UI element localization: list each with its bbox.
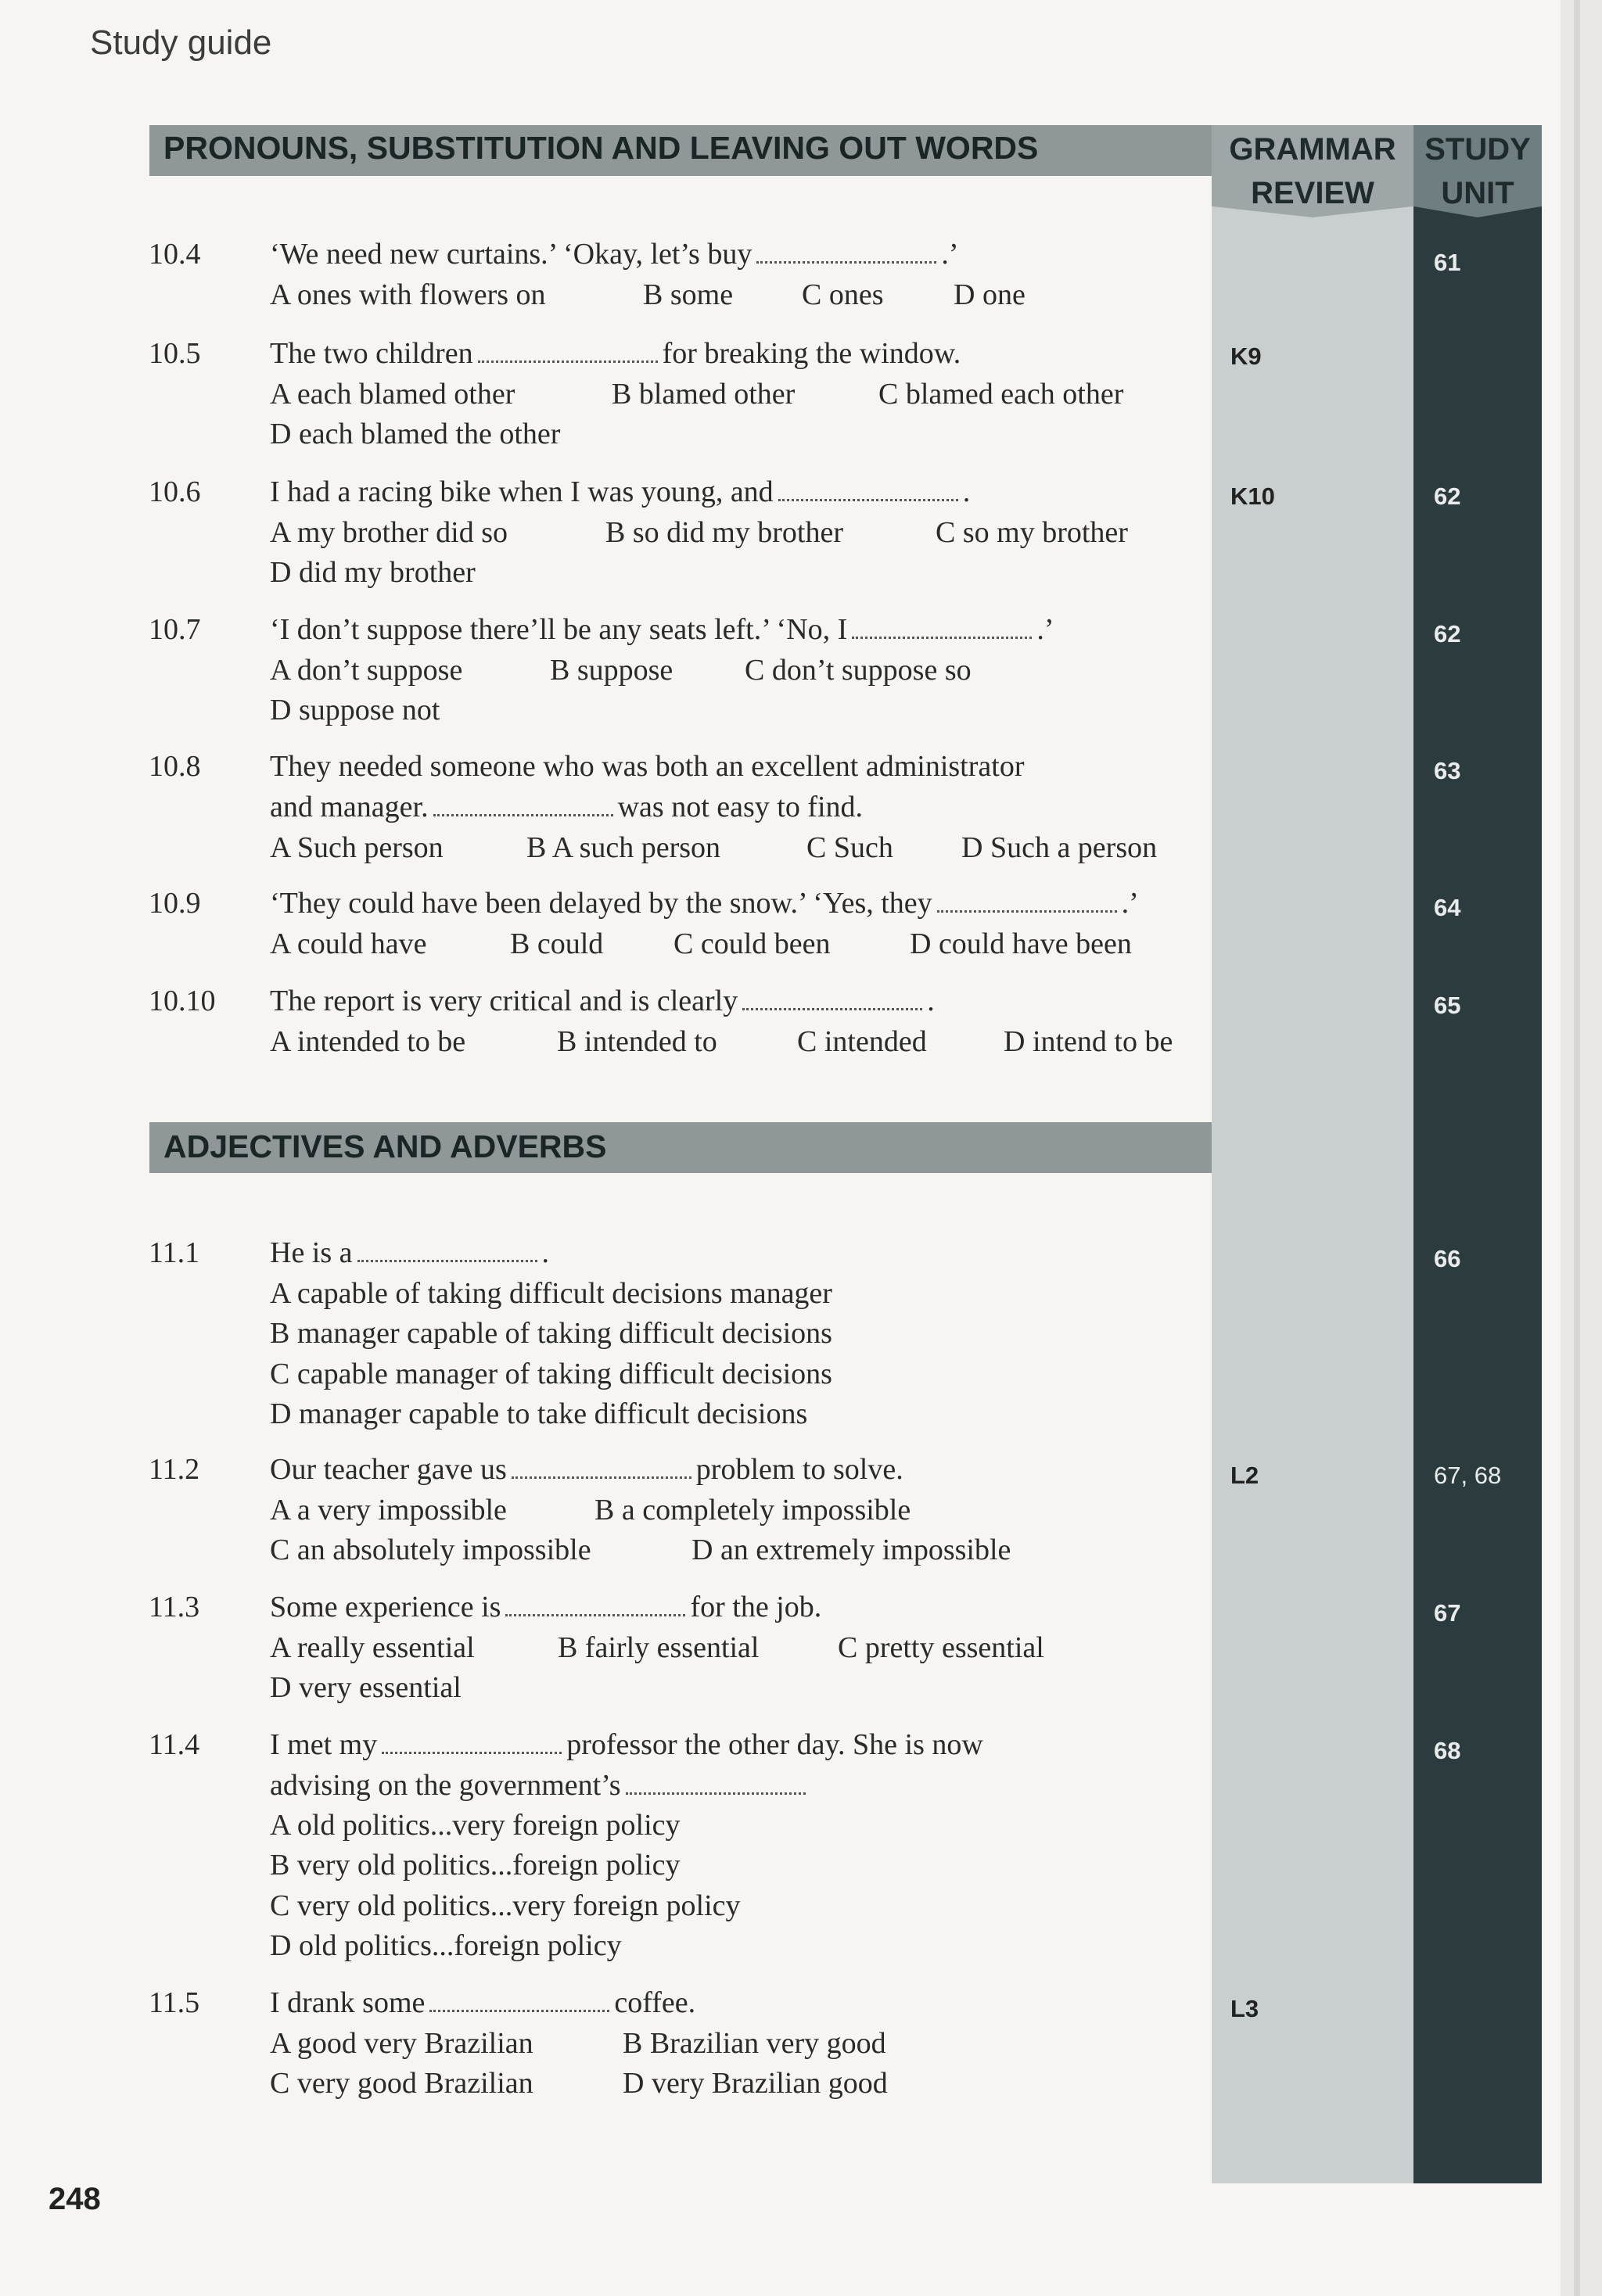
option-c: C blamed each other — [878, 378, 1124, 411]
option-c: C capable manager of taking difficult decisions — [270, 1358, 832, 1390]
option-d: D manager capable to take difficult decisions — [270, 1397, 808, 1430]
question-number: 10.4 — [149, 238, 201, 271]
stem-text: .’ — [1121, 887, 1139, 920]
question-stem — [270, 475, 970, 509]
stem-text: I drank some — [270, 1986, 426, 2019]
question-stem — [270, 1590, 821, 1624]
question-number: 10.9 — [149, 887, 201, 920]
stem-text: for breaking the window. — [662, 337, 961, 370]
answer-blank — [429, 1986, 609, 2012]
option-c: C pretty essential — [838, 1631, 1044, 1664]
option-c: C intended — [797, 1025, 927, 1058]
option-b: B a completely impossible — [594, 1494, 911, 1526]
stem-text: coffee. — [614, 1986, 696, 2019]
answer-blank — [937, 887, 1117, 913]
option-a: A good very Brazilian — [270, 2027, 533, 2060]
grammar-review-ref: K9 — [1230, 343, 1262, 370]
option-b: B Brazilian very good — [623, 2027, 886, 2060]
stem-text: . — [541, 1236, 550, 1269]
answer-blank — [852, 613, 1032, 639]
option-d: D an extremely impossible — [691, 1534, 1011, 1566]
study-unit-column — [1413, 125, 1542, 2183]
option-c: C so my brother — [936, 516, 1128, 549]
study-unit-header-line-1: STUDY — [1424, 132, 1531, 167]
option-b: B could — [510, 927, 604, 960]
option-a: A capable of taking difficult decisions manager — [270, 1277, 832, 1310]
option-d: D one — [954, 278, 1025, 311]
study-unit-ref: 62 — [1434, 620, 1461, 648]
study-unit-ref: 67 — [1434, 1599, 1461, 1627]
answer-blank — [512, 1453, 691, 1479]
option-a: A old politics...very foreign policy — [270, 1809, 681, 1842]
study-unit-ref: 66 — [1434, 1245, 1461, 1272]
question-number: 10.10 — [149, 985, 216, 1017]
question-stem — [270, 1727, 983, 1762]
section-title: ADJECTIVES AND ADVERBS — [163, 1128, 607, 1164]
study-unit-ref: 67, 68 — [1434, 1462, 1502, 1489]
option-b: B very old politics...foreign policy — [270, 1849, 681, 1882]
answer-blank — [756, 238, 936, 264]
option-a: A each blamed other — [270, 378, 515, 411]
option-a: A Such person — [270, 831, 444, 864]
answer-blank — [778, 475, 958, 501]
grammar-review-ref: K10 — [1230, 483, 1275, 510]
option-c: C Such — [806, 831, 893, 864]
study-unit-ref: 65 — [1434, 992, 1461, 1019]
option-a: A ones with flowers on — [270, 278, 546, 311]
question-stem — [270, 886, 1139, 920]
stem-text: was not easy to find. — [617, 791, 864, 823]
question-stem — [270, 1986, 695, 2020]
option-d: D old politics...foreign policy — [270, 1929, 622, 1962]
option-c: C could been — [673, 927, 831, 960]
option-c: C don’t suppose so — [745, 654, 972, 687]
section-header-pronouns — [149, 125, 1212, 176]
option-d: D each blamed the other — [270, 418, 561, 450]
option-b: B blamed other — [612, 378, 796, 411]
answer-blank — [382, 1728, 562, 1754]
question-number: 11.4 — [149, 1728, 200, 1761]
study-unit-header-line-2: UNIT — [1441, 176, 1514, 210]
stem-text: I had a racing bike when I was young, and — [270, 475, 774, 508]
stem-text: He is a — [270, 1236, 353, 1269]
option-d: D suppose not — [270, 694, 440, 726]
stem-text: . — [927, 985, 935, 1017]
option-a: A really essential — [270, 1631, 475, 1664]
question-stem — [270, 790, 863, 824]
stem-text: professor the other day. She is now — [566, 1728, 983, 1761]
question-stem — [270, 612, 1054, 647]
stem-text: Some experience is — [270, 1591, 501, 1623]
stem-text: The report is very critical and is clearly — [270, 985, 738, 1017]
question-number: 11.1 — [149, 1236, 200, 1269]
option-b: B fairly essential — [558, 1631, 760, 1664]
option-d: D did my brother — [270, 556, 476, 589]
question-stem — [270, 336, 961, 371]
question-number: 11.5 — [149, 1986, 200, 2019]
question-number: 11.2 — [149, 1453, 200, 1486]
question-stem-line-1: They needed someone who was both an excellent administrator — [270, 750, 1025, 783]
study-unit-ref: 68 — [1434, 1737, 1461, 1764]
answer-blank — [433, 791, 613, 816]
option-b: B some — [643, 278, 734, 311]
question-stem — [270, 984, 935, 1018]
study-unit-ref: 64 — [1434, 894, 1461, 921]
option-c: C ones — [802, 278, 884, 311]
option-a: A don’t suppose — [270, 654, 463, 687]
study-unit-ref: 62 — [1434, 483, 1461, 510]
stem-text: ‘I don’t suppose there’ll be any seats left.’ ‘No, I — [270, 613, 848, 646]
grammar-review-ref: L2 — [1230, 1462, 1259, 1489]
question-stem-line-2 — [270, 1768, 810, 1803]
question-number: 10.7 — [149, 613, 201, 646]
answer-blank — [626, 1769, 806, 1795]
page-number: 248 — [48, 2182, 101, 2216]
stem-text: Our teacher gave us — [270, 1453, 507, 1486]
option-a: A intended to be — [270, 1025, 466, 1058]
stem-text: .’ — [1036, 613, 1054, 646]
stem-text: The two children — [270, 337, 473, 370]
study-unit-header — [1413, 127, 1542, 215]
question-stem — [270, 1452, 903, 1487]
option-c: C very old politics...very foreign policy — [270, 1889, 741, 1922]
question-number: 10.6 — [149, 475, 201, 508]
answer-blank — [478, 337, 658, 363]
running-head: Study guide — [90, 23, 272, 62]
grammar-review-column — [1212, 125, 1413, 2183]
section-header-adjectives — [149, 1122, 1212, 1173]
study-unit-ref: 61 — [1434, 249, 1461, 276]
stem-text: ‘We need new curtains.’ ‘Okay, let’s buy — [270, 238, 753, 271]
stem-text: for the job. — [690, 1591, 822, 1623]
stem-text: .’ — [941, 238, 959, 271]
option-d: D Such a person — [961, 831, 1158, 864]
option-a: A a very impossible — [270, 1494, 507, 1526]
question-stem — [270, 1236, 549, 1270]
stem-text: ‘They could have been delayed by the snow.’ ‘Yes, they — [270, 887, 932, 920]
option-b: B A such person — [526, 831, 721, 864]
option-b: B suppose — [550, 654, 673, 687]
stem-text: . — [962, 475, 971, 508]
page-edge-shadow — [1574, 0, 1580, 2296]
grammar-review-header-line-1: GRAMMAR — [1229, 132, 1396, 167]
option-d: D could have been — [910, 927, 1132, 960]
option-b: B manager capable of taking difficult decisions — [270, 1317, 832, 1350]
question-number: 10.8 — [149, 750, 201, 783]
grammar-review-header — [1212, 127, 1413, 215]
grammar-review-header-line-2: REVIEW — [1251, 176, 1374, 210]
option-d: D intend to be — [1004, 1025, 1173, 1058]
section-title: PRONOUNS, SUBSTITUTION AND LEAVING OUT WORDS — [163, 130, 1039, 166]
option-c: C an absolutely impossible — [270, 1534, 591, 1566]
option-b: B intended to — [557, 1025, 717, 1058]
answer-blank — [357, 1236, 537, 1262]
stem-text: I met my — [270, 1728, 378, 1761]
option-a: A could have — [270, 927, 427, 960]
page-edge — [1561, 0, 1602, 2296]
stem-text: problem to solve. — [695, 1453, 903, 1486]
option-d: D very Brazilian good — [623, 2067, 888, 2100]
option-b: B so did my brother — [605, 516, 843, 549]
grammar-review-ref: L3 — [1230, 1995, 1259, 2022]
study-unit-ref: 63 — [1434, 757, 1461, 784]
option-d: D very essential — [270, 1671, 462, 1704]
option-c: C very good Brazilian — [270, 2067, 533, 2100]
answer-blank — [742, 985, 922, 1010]
question-number: 10.5 — [149, 337, 201, 370]
question-stem — [270, 237, 959, 271]
stem-text: advising on the government’s — [270, 1769, 621, 1802]
option-a: A my brother did so — [270, 516, 508, 549]
stem-text: and manager. — [270, 791, 429, 823]
question-number: 11.3 — [149, 1591, 200, 1623]
answer-blank — [505, 1591, 685, 1616]
